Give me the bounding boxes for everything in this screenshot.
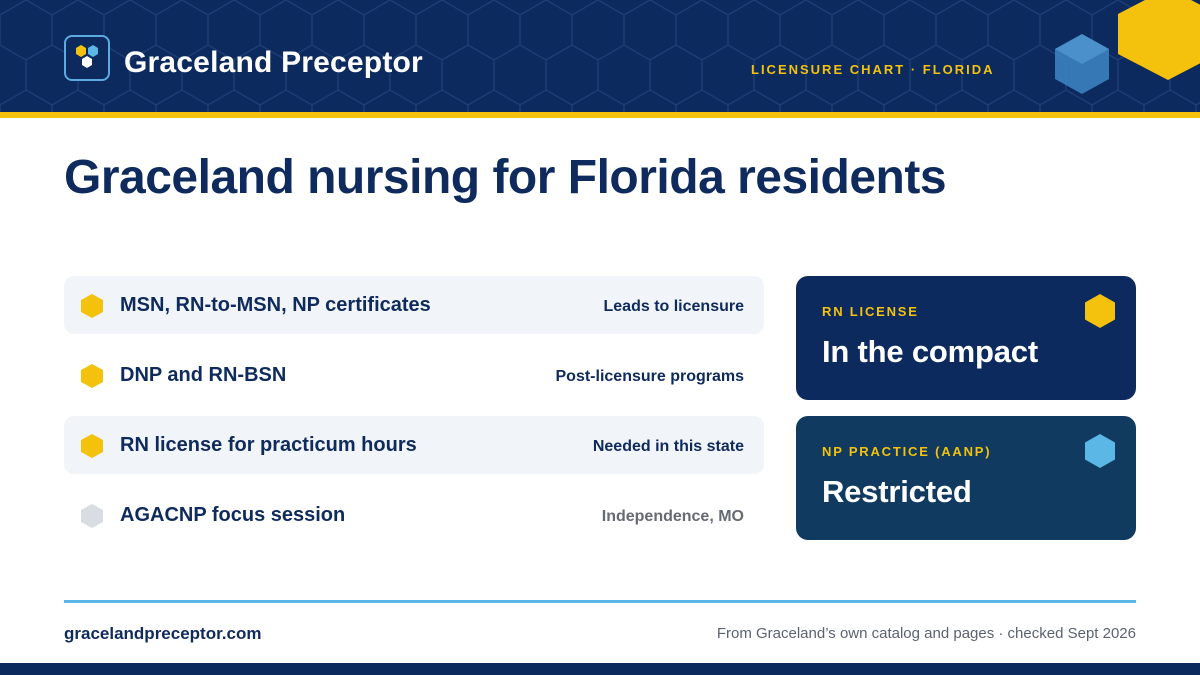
row-note: Needed in this state: [592, 438, 744, 455]
row-label: DNP and RN-BSN: [120, 364, 287, 386]
header-accent-bar: [0, 112, 1200, 118]
list-item: [64, 416, 764, 474]
yellow-hexagon-icon: [80, 433, 104, 459]
row-note: Post-licensure programs: [555, 368, 744, 385]
rn-license-card: [796, 276, 1136, 400]
row-label: MSN, RN-to-MSN, NP certificates: [120, 294, 431, 316]
blue-hexagon-icon: [1084, 433, 1116, 469]
footer-divider: [64, 600, 1136, 603]
np-practice-card: [796, 416, 1136, 540]
yellow-hexagon-icon: [80, 363, 104, 389]
list-item: [64, 346, 764, 404]
page-title: Graceland nursing for Florida residents: [64, 151, 947, 204]
yellow-hexagon-icon: [80, 293, 104, 319]
card-value: In the compact: [822, 334, 1038, 369]
card-value: Restricted: [822, 474, 972, 509]
footer-source: From Graceland’s own catalog and pages · checked Sept 2026: [716, 625, 1136, 642]
card-label: NP PRACTICE (AANP): [822, 444, 992, 459]
honeycomb-logo-icon: [64, 35, 110, 81]
list-item: [64, 486, 764, 544]
bottom-bar: [0, 663, 1200, 675]
chart-label: LICENSURE CHART · FLORIDA: [751, 62, 995, 77]
footer-domain: gracelandpreceptor.com: [64, 624, 262, 643]
yellow-hexagon-icon: [1084, 293, 1116, 329]
row-note: Independence, MO: [601, 508, 744, 525]
row-label: RN license for practicum hours: [120, 434, 417, 456]
card-label: RN LICENSE: [822, 304, 919, 319]
brand-name: Graceland Preceptor: [124, 46, 423, 79]
header: [0, 0, 1200, 112]
list-item: [64, 276, 764, 334]
yellow-hexagon-decoration-icon: [1118, 0, 1200, 80]
row-label: AGACNP focus session: [120, 504, 346, 526]
row-note: Leads to licensure: [603, 298, 744, 315]
blue-cube-icon: [1054, 33, 1110, 95]
gray-hexagon-icon: [80, 503, 104, 529]
